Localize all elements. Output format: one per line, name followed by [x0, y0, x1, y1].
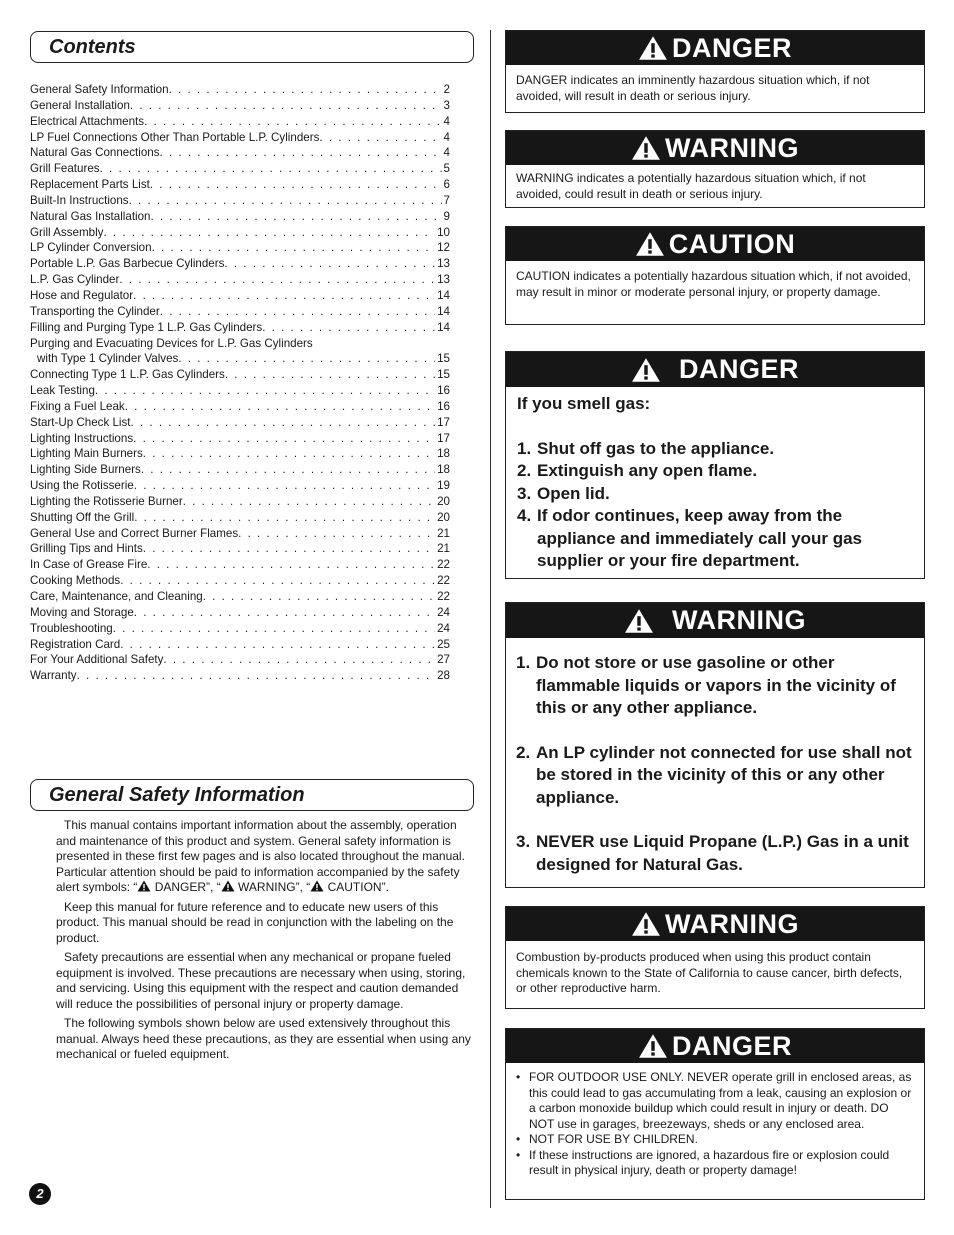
- toc-entry: [30, 541, 450, 557]
- toc-entry-title: Lighting Side Burners: [30, 463, 141, 477]
- danger-band: DANGER: [506, 1029, 924, 1063]
- warning-prop65-box: [505, 906, 925, 1009]
- toc-entry-page: 24: [437, 605, 450, 619]
- danger-band: DANGER: [506, 352, 924, 387]
- toc-entry-page: 22: [437, 590, 450, 603]
- toc-entry-page: 7: [443, 193, 450, 207]
- page-number: 2: [29, 1183, 51, 1205]
- toc-entry-page: 21: [437, 542, 450, 556]
- toc-entry-title: Registration Card: [30, 637, 121, 651]
- toc-leader-dots: [133, 288, 435, 304]
- warning-band: WARNING: [506, 603, 924, 638]
- toc-entry-title: Grill Features: [30, 162, 100, 176]
- toc-leader-dots: [203, 589, 435, 605]
- toc-entry-page: 4: [443, 114, 450, 128]
- toc-entry-page: 28: [437, 669, 450, 683]
- toc-entry-page: 3: [443, 98, 450, 112]
- toc-entry-title: Grill Assembly: [30, 225, 104, 239]
- warning-storage-list: [516, 652, 916, 876]
- toc-leader-dots: [113, 621, 435, 637]
- warning-triangle-icon: [624, 608, 654, 634]
- toc-entry: [30, 351, 450, 367]
- column-divider: [490, 30, 491, 1208]
- toc-leader-dots: [120, 573, 435, 589]
- toc-entry: [30, 367, 450, 383]
- list-item: [516, 742, 916, 810]
- toc-leader-dots: [134, 605, 435, 621]
- list-item: [516, 652, 916, 720]
- toc-leader-dots: [143, 541, 435, 557]
- toc-entry: [30, 446, 450, 462]
- danger-gas-intro: If you smell gas:: [517, 394, 651, 413]
- toc-entry-title: Connecting Type 1 L.P. Gas Cylinders: [30, 368, 225, 382]
- toc-entry: [30, 98, 450, 114]
- toc-leader-dots: [147, 557, 435, 573]
- warning-band: WARNING: [506, 131, 924, 165]
- toc-leader-dots: [151, 209, 442, 225]
- toc-leader-dots: [131, 415, 436, 431]
- toc-entry-title: Fixing a Fuel Leak: [30, 399, 125, 413]
- toc-entry-page: 15: [437, 368, 450, 382]
- toc-leader-dots: [152, 240, 436, 256]
- toc-entry: [30, 145, 450, 161]
- list-text: Extinguish any open flame.: [537, 461, 758, 480]
- toc-leader-dots: [141, 462, 435, 478]
- toc-entry-page: 22: [437, 574, 450, 588]
- toc-entry-page: 4: [443, 146, 450, 160]
- bullet-icon: •: [516, 1147, 521, 1162]
- bullet-icon: •: [516, 1132, 521, 1146]
- contents-header: [30, 31, 474, 63]
- general-safety-paragraph: Keep this manual for future reference and to educate new users of this product. This manual should be read in conjunction with the labeling on the product.: [56, 899, 454, 945]
- toc-entry-page: 20: [437, 494, 450, 508]
- toc-leader-dots: [100, 161, 442, 177]
- toc-entry-title: Electrical Attachments: [30, 114, 145, 128]
- warning-triangle-icon: [137, 880, 151, 892]
- toc-leader-dots: [225, 367, 435, 383]
- toc-entry: [30, 82, 450, 98]
- toc-leader-dots: [160, 145, 442, 161]
- toc-entry-page: 9: [443, 209, 450, 223]
- toc-entry-page: 14: [437, 288, 450, 302]
- warning-definition-text: WARNING indicates a potentially hazardous situation which, if not avoided, could result in death or serious injury.: [516, 171, 866, 201]
- toc-leader-dots: [125, 399, 435, 415]
- toc-entry-page: 4: [443, 130, 450, 144]
- caution-band: CAUTION: [506, 227, 924, 261]
- danger-gas-content: [506, 387, 924, 573]
- toc-entry-page: 18: [437, 463, 450, 477]
- general-safety-title: General Safety Information: [49, 784, 305, 806]
- warning-triangle-icon: [638, 35, 668, 61]
- list-number: 1.: [516, 653, 531, 672]
- list-number: 3.: [517, 483, 532, 503]
- list-text: Do not store or use gasoline or other flammable liquids or vapors in the vicinity of this or any other appliance.: [536, 653, 896, 717]
- toc-entry: [30, 557, 450, 573]
- toc-entry-page: 13: [437, 257, 450, 271]
- toc-entry-title: Portable L.P. Gas Barbecue Cylinders: [30, 257, 225, 271]
- toc-leader-dots: [134, 510, 435, 526]
- general-safety-header: [30, 779, 474, 811]
- caution-definition-text: CAUTION indicates a potentially hazardous situation which, if not avoided, may result in minor or moderate personal injury, or property damage.: [516, 269, 911, 299]
- danger-outdoor-box: [505, 1028, 925, 1200]
- toc-entry-title: General Installation: [30, 98, 130, 112]
- toc-entry-title: Purging and Evacuating Devices for L.P. Gas Cylinders: [30, 336, 313, 350]
- toc-entry: [30, 256, 450, 272]
- warning-storage-content: [506, 638, 924, 876]
- warning-triangle-icon: [631, 357, 661, 383]
- toc-entry-title: Cooking Methods: [30, 574, 121, 588]
- toc-entry: [30, 240, 450, 256]
- bullet-item: [516, 1148, 914, 1179]
- toc-entry: [30, 304, 450, 320]
- toc-entry-title: Replacement Parts List: [30, 178, 150, 192]
- toc-entry-title: Troubleshooting: [30, 621, 113, 635]
- danger-band: DANGER: [506, 31, 924, 65]
- table-of-contents: [30, 82, 450, 684]
- list-item: [517, 483, 914, 506]
- toc-entry: [30, 415, 450, 431]
- bullet-item: [516, 1070, 914, 1132]
- toc-entry-page: 24: [437, 621, 450, 635]
- toc-entry-title: Moving and Storage: [30, 605, 134, 619]
- warning-definition-box: [505, 130, 925, 208]
- toc-entry: [30, 573, 450, 589]
- danger-gas-list: [517, 438, 914, 573]
- general-safety-paragraph: The following symbols shown below are used extensively throughout this manual. Always heed these precautions, as they are essential when using any mechanical or fueled equipment.: [56, 1016, 471, 1061]
- toc-entry-page: 12: [437, 241, 450, 255]
- toc-entry-title: Natural Gas Installation: [30, 209, 151, 223]
- toc-entry: [30, 114, 450, 130]
- list-item: [516, 831, 916, 876]
- warning-triangle-icon: [631, 911, 661, 937]
- list-text: Open lid.: [537, 483, 610, 503]
- toc-entry: [30, 621, 450, 637]
- toc-entry-title: Transporting the Cylinder: [30, 304, 160, 318]
- warning-prop65-text: Combustion by-products produced when using this product contain chemicals known to the State of California to cause cancer, birth defects, or other reproductive harm.: [516, 950, 903, 995]
- toc-entry-page: 19: [437, 479, 450, 493]
- toc-entry-title: General Safety Information: [30, 83, 169, 96]
- toc-entry-page: 22: [437, 558, 450, 572]
- toc-leader-dots: [169, 82, 442, 98]
- list-item: [517, 438, 914, 461]
- list-number: 1.: [517, 438, 532, 458]
- toc-entry: [30, 605, 450, 621]
- toc-entry-title: Lighting the Rotisserie Burner: [30, 494, 183, 508]
- toc-entry: [30, 130, 450, 146]
- toc-entry-page: 5: [443, 162, 450, 176]
- toc-leader-dots: [262, 320, 435, 336]
- toc-entry-title: Grilling Tips and Hints: [30, 542, 143, 556]
- contents-title: Contents: [49, 36, 136, 58]
- toc-leader-dots: [133, 431, 435, 447]
- warning-band: WARNING: [506, 907, 924, 941]
- warning-triangle-icon: [221, 880, 235, 892]
- toc-entry-title: Hose and Regulator: [30, 288, 134, 302]
- list-text: An LP cylinder not connected for use shall not be stored in the vicinity of this or any other appliance.: [536, 742, 912, 807]
- toc-entry: [30, 288, 450, 304]
- warning-storage-box: [505, 602, 925, 888]
- toc-entry-title: Start-Up Check List: [30, 415, 131, 429]
- toc-entry-page: 10: [437, 225, 450, 239]
- toc-entry: [30, 193, 450, 209]
- toc-entry: [30, 161, 450, 177]
- toc-entry-page: 20: [437, 510, 450, 524]
- toc-entry-page: 27: [437, 653, 450, 667]
- list-item: [517, 460, 914, 483]
- toc-entry-title: LP Fuel Connections Other Than Portable L.P. Cylinders: [30, 130, 320, 144]
- toc-leader-dots: [103, 225, 435, 241]
- danger-outdoor-content: [506, 1063, 924, 1179]
- toc-leader-dots: [319, 130, 441, 146]
- toc-leader-dots: [160, 304, 435, 320]
- toc-entry: [30, 431, 450, 447]
- list-text: NEVER use Liquid Propane (L.P.) Gas in a unit designed for Natural Gas.: [536, 832, 909, 874]
- general-safety-paragraph: This manual contains important information about the assembly, operation and maintenance of this product and system. General safety information is presented in these first few pages and is also located throughout the manual. Particular attention should be paid to information accompanied by the safety alert symbols: “ DANGER”, “ WARNING”, “ CAUTION”.: [56, 818, 465, 894]
- toc-entry: [30, 589, 450, 605]
- toc-leader-dots: [178, 351, 435, 367]
- toc-entry-title: L.P. Gas Cylinder: [30, 273, 120, 287]
- warning-triangle-icon: [638, 1033, 668, 1059]
- toc-leader-dots: [150, 177, 442, 193]
- list-item: [517, 505, 914, 573]
- list-number: 2.: [517, 461, 532, 480]
- toc-entry-page: 14: [437, 320, 450, 334]
- toc-entry: [30, 668, 450, 684]
- toc-entry-page: 13: [437, 273, 450, 287]
- toc-entry-page: 16: [437, 399, 450, 413]
- toc-leader-dots: [95, 383, 435, 399]
- toc-entry-title: with Type 1 Cylinder Valves: [37, 352, 179, 366]
- toc-entry-page: 17: [437, 415, 450, 429]
- toc-entry-page: 14: [437, 304, 450, 318]
- toc-entry-title: Natural Gas Connections: [30, 146, 160, 160]
- toc-entry: [30, 494, 450, 510]
- bullet-item: [516, 1132, 914, 1148]
- toc-entry-title: General Use and Correct Burner Flames: [30, 526, 239, 540]
- toc-entry-title: Lighting Main Burners: [30, 447, 143, 461]
- toc-entry-page: 15: [437, 352, 450, 366]
- toc-leader-dots: [129, 193, 442, 209]
- toc-entry-title: Warranty: [30, 669, 77, 683]
- caution-definition-box: [505, 226, 925, 325]
- toc-entry: [30, 399, 450, 415]
- toc-entry-title: Care, Maintenance, and Cleaning: [30, 590, 203, 603]
- list-number: 4.: [517, 506, 532, 525]
- toc-leader-dots: [130, 98, 442, 114]
- toc-leader-dots: [119, 272, 435, 288]
- danger-outdoor-list: [516, 1070, 914, 1179]
- toc-entry-title: Filling and Purging Type 1 L.P. Gas Cylinders: [30, 320, 263, 334]
- toc-entry-title: For Your Additional Safety: [30, 653, 164, 667]
- danger-definition-text: DANGER indicates an imminently hazardous situation which, if not avoided, will result in death or serious injury.: [516, 73, 870, 103]
- toc-entry: [30, 526, 450, 542]
- toc-entry-page: 17: [437, 431, 450, 445]
- toc-entry: [30, 225, 450, 241]
- toc-entry-page: 25: [437, 637, 450, 651]
- toc-entry-page: 21: [437, 526, 450, 540]
- toc-leader-dots: [77, 668, 435, 684]
- toc-leader-dots: [120, 637, 435, 653]
- toc-entry-title: Leak Testing: [30, 384, 95, 398]
- warning-triangle-icon: [635, 231, 665, 257]
- toc-entry: [30, 383, 450, 399]
- toc-leader-dots: [224, 256, 435, 272]
- danger-gas-box: [505, 351, 925, 579]
- toc-leader-dots: [144, 114, 441, 130]
- toc-leader-dots: [143, 446, 435, 462]
- toc-entry-title: Shutting Off the Grill: [30, 510, 135, 524]
- toc-entry: [30, 478, 450, 494]
- toc-entry-title: Using the Rotisserie: [30, 479, 134, 493]
- toc-leader-dots: [238, 526, 435, 542]
- toc-entry: [30, 209, 450, 225]
- toc-entry-page: 2: [443, 83, 450, 96]
- toc-entry-title: Lighting Instructions: [30, 431, 134, 445]
- toc-entry-page: 6: [443, 178, 450, 192]
- toc-entry: [30, 510, 450, 526]
- toc-leader-dots: [183, 494, 435, 510]
- bullet-text: FOR OUTDOOR USE ONLY. NEVER operate grill in enclosed areas, as this could lead to gas accumulating from a leak, causing an explosion or a carbon monoxide buildup which could result in injury or death. DO NOT use in garages, breezeways, sheds or any enclosed area.: [529, 1070, 912, 1131]
- list-text: Shut off gas to the appliance.: [537, 438, 775, 458]
- toc-entry: [30, 320, 450, 336]
- toc-entry: [30, 462, 450, 478]
- toc-entry-title: LP Cylinder Conversion: [30, 241, 152, 255]
- toc-entry: [30, 637, 450, 653]
- bullet-text: NOT FOR USE BY CHILDREN.: [529, 1132, 698, 1146]
- toc-entry-page: 16: [437, 384, 450, 398]
- toc-entry-page: 18: [437, 447, 450, 461]
- bullet-icon: •: [516, 1070, 521, 1084]
- warning-triangle-icon: [310, 880, 324, 892]
- list-number: 2.: [516, 742, 531, 762]
- toc-entry: [30, 336, 450, 352]
- general-safety-paragraph: Safety precautions are essential when any mechanical or propane fueled equipment is involved. These precautions are necessary when using, storing, and servicing. Using this equipment with the respect and caution demanded will reduce the possibilities of personal injury or property damage.: [56, 950, 466, 1011]
- bullet-text: If these instructions are ignored, a hazardous fire or explosion could result in physical injury, death or property damage!: [529, 1147, 890, 1177]
- toc-entry: [30, 177, 450, 193]
- toc-entry: [30, 652, 450, 668]
- toc-entry-title: Built-In Instructions: [30, 193, 129, 207]
- warning-triangle-icon: [631, 135, 661, 161]
- toc-entry: [30, 272, 450, 288]
- toc-leader-dots: [163, 652, 435, 668]
- list-number: 3.: [516, 832, 531, 851]
- list-text: If odor continues, keep away from the appliance and immediately call your gas supplier or your fire department.: [537, 506, 863, 570]
- danger-definition-box: [505, 30, 925, 113]
- general-safety-body: [56, 818, 476, 1067]
- toc-leader-dots: [134, 478, 435, 494]
- toc-entry-title: In Case of Grease Fire: [30, 558, 148, 572]
